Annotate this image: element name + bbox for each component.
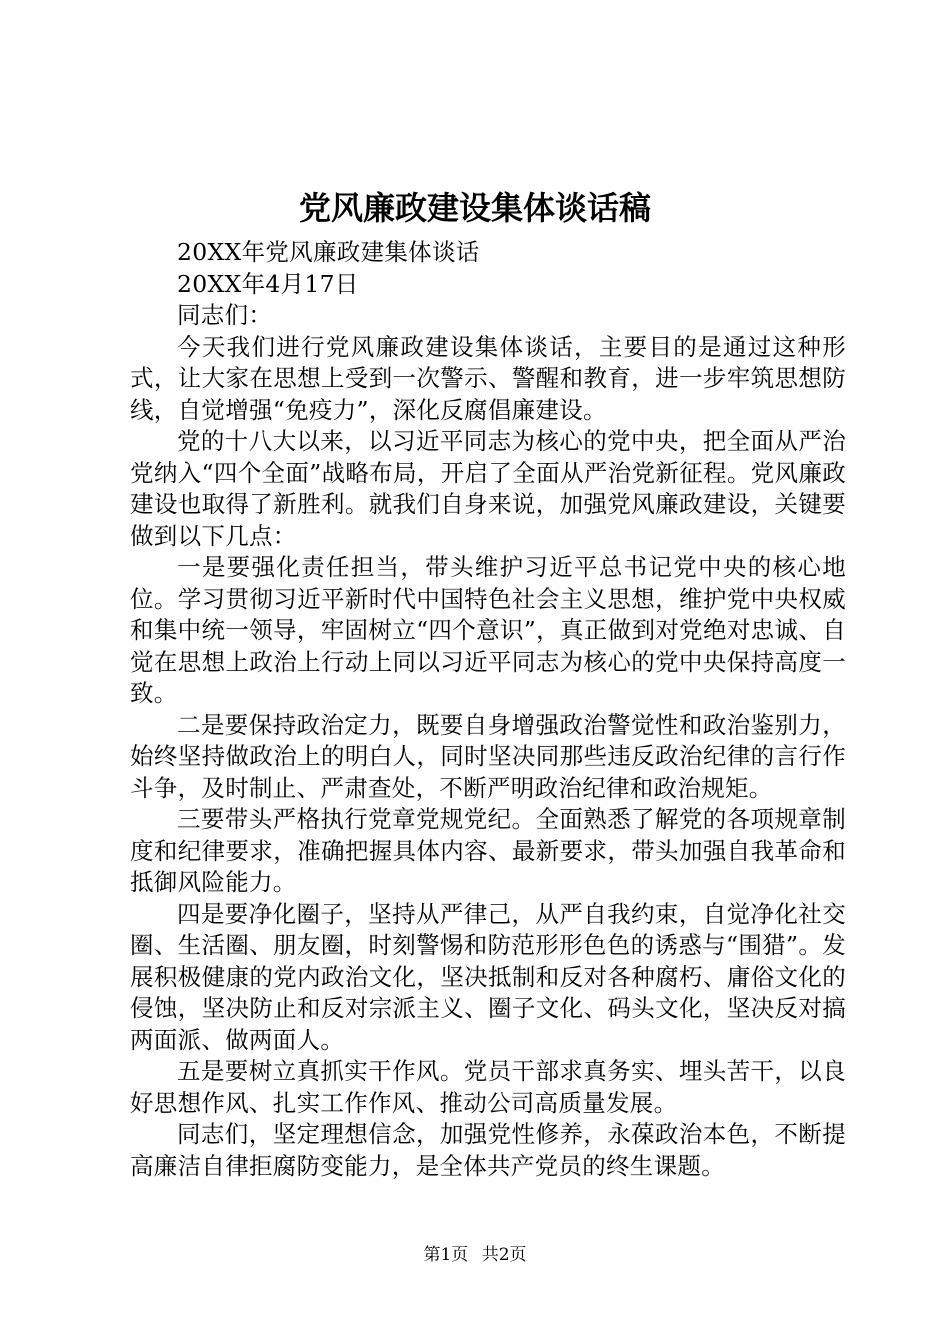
paragraph-point-1: 一是要强化责任担当，带头维护习近平总书记党中央的核心地位。学习贯彻习近平新时代中国特色社会主义思想，维护党中央权威和集中统一领导，牢固树立“四个意识”，真正做到对党绝对忠诚、自觉在思想上政治上行动上同以习近平同志为核心的党中央保持高度一致。 <box>130 553 846 707</box>
paragraph-point-2: 二是要保持政治定力，既要自身增强政治警觉性和政治鉴别力，始终坚持做政治上的明白人，同时坚决同那些违反政治纪律的言行作斗争，及时制止、严肃查处，不断严明政治纪律和政治规矩。 <box>130 710 846 802</box>
paragraph-point-4: 四是要净化圈子，坚持从严律己，从严自我约束，自觉净化社交圈、生活圈、朋友圈，时刻警惕和防范形形色色的诱惑与“围猎”。发展积极健康的党内政治文化，坚决抵制和反对各种腐朽、庸俗文化的侵蚀，坚决防止和反对宗派主义、圈子文化、码头文化，坚决反对搞两面派、做两面人。 <box>130 899 846 1054</box>
paragraph-intro: 今天我们进行党风廉政建设集体谈话，主要目的是通过这种形式，让大家在思想上受到一次警示、警醒和教育，进一步牢筑思想防线，自觉增强“免疫力”，深化反腐倡廉建设。 <box>130 332 846 424</box>
document-title: 党风廉政建设集体谈话稿 <box>298 189 651 227</box>
paragraph-conclusion: 同志们，坚定理想信念，加强党性修养，永葆政治本色，不断提高廉洁自律拒腐防变能力，是全体共产党员的终生课题。 <box>130 1120 846 1180</box>
paragraph-date: 20XX年4月17日 <box>177 269 359 298</box>
paragraph-point-3: 三要带头严格执行党章党规党纪。全面熟悉了解党的各项规章制度和纪律要求，准确把握具体内容、最新要求，带头加强自我革命和抵御风险能力。 <box>130 805 846 896</box>
paragraph-heading: 20XX年党风廉政建集体谈话 <box>177 238 480 266</box>
page-number: 第1页 <box>423 1245 469 1265</box>
paragraph-background: 党的十八大以来，以习近平同志为核心的党中央，把全面从严治党纳入“四个全面”战略布局，开启了全面从严治党新征程。党风廉政建设也取得了新胜利。就我们自身来说，加强党风廉政建设，关键要做到以下几点： <box>130 427 846 550</box>
paragraph-salutation: 同志们： <box>177 301 273 329</box>
paragraph-point-5: 五是要树立真抓实干作风。党员干部求真务实、埋头苦干，以良好思想作风、扎实工作作风、推动公司高质量发展。 <box>130 1057 846 1117</box>
page-total: 共2页 <box>481 1245 527 1265</box>
document-body <box>130 237 846 1182</box>
page-footer <box>0 1243 950 1267</box>
